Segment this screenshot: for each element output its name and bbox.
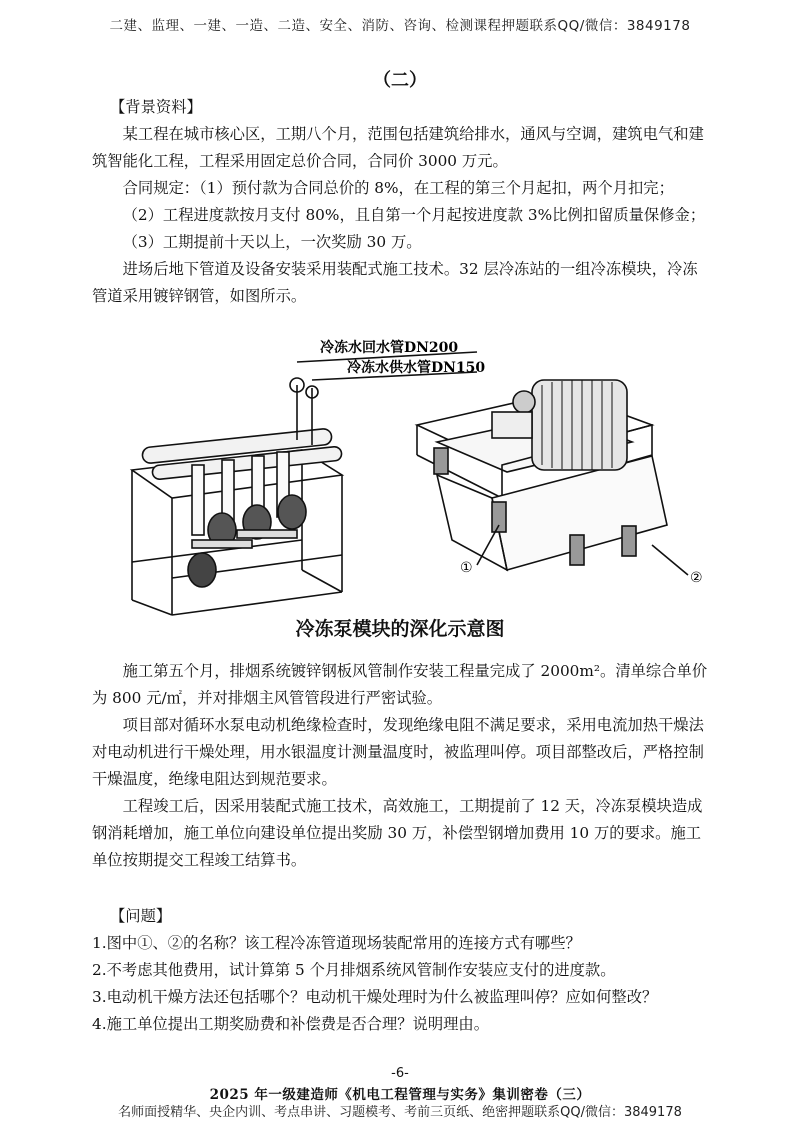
page-number: -6- [391, 1066, 409, 1081]
background-paragraph-4: （3）工期提前十天以上，一次奖励 30 万。 [122, 233, 422, 251]
section-number: （二） [373, 70, 427, 91]
questions-section [92, 903, 712, 1038]
questions-tag: 【问题】 [110, 907, 172, 925]
background-section [92, 94, 712, 310]
figure-caption: 冷冻泵模块的深化示意图 [295, 618, 505, 640]
background-tag: 【背景资料】 [110, 98, 202, 116]
footer-contact: 名师面授精华、央企内训、考点串讲、习题模考、考前三页纸、绝密押题联系QQ/微信：3849178 [118, 1105, 682, 1120]
question-3: 3.电动机干燥方法还包括哪个？电动机干燥处理时为什么被监理叫停？应如何整改？ [92, 988, 658, 1006]
motor-base-drawing [417, 380, 688, 575]
chiller-pump-module-figure [92, 330, 712, 620]
marker-2: ② [690, 570, 703, 586]
marker-1: ① [460, 560, 473, 576]
body-paragraph-1: 施工第五个月，排烟系统镀锌钢板风管制作安装工程量完成了 2000m²。清单综合单价为 800 元/㎡，并对排烟主风管管段进行严密试验。 [92, 662, 708, 707]
body-section [92, 658, 712, 874]
background-paragraph-1: 某工程在城市核心区，工期八个月，范围包括建筑给排水，通风与空调，建筑电气和建筑智能化工程，工程采用固定总价合同，合同价 3000 万元。 [92, 125, 704, 170]
page-header: 二建、监理、一建、一造、二造、安全、消防、咨询、检测课程押题联系QQ/微信：3849178 [109, 18, 691, 34]
pump-module-drawing [132, 352, 477, 615]
background-paragraph-3: （2）工程进度款按月支付 80%，且自第一个月起按进度款 3%比例扣留质量保修金； [122, 206, 706, 224]
body-paragraph-2: 项目部对循环水泵电动机绝缘检查时，发现绝缘电阻不满足要求，采用电流加热干燥法对电动机进行干燥处理，用水银温度计测量温度时，被监理叫停。项目部整改后，严格控制干燥温度，绝缘电阻达到规范要求。 [92, 716, 704, 788]
footer-title: 2025 年一级建造师《机电工程管理与实务》集训密卷（三） [209, 1087, 591, 1103]
supply-pipe-label: 冷冻水供水管DN150 [347, 360, 486, 376]
question-1: 1.图中①、②的名称？该工程冷冻管道现场装配常用的连接方式有哪些？ [92, 934, 581, 952]
question-2: 2.不考虑其他费用，试计算第 5 个月排烟系统风管制作安装应支付的进度款。 [92, 961, 616, 979]
background-paragraph-5: 进场后地下管道及设备安装采用装配式施工技术。32 层冷冻站的一组冷冻模块，冷冻管道采用镀锌钢管，如图所示。 [92, 260, 698, 305]
body-paragraph-3: 工程竣工后，因采用装配式施工技术，高效施工，工期提前了 12 天，冷冻泵模块造成钢消耗增加，施工单位向建设单位提出奖励 30 万，补偿型钢增加费用 10 万的要求。施工单位按期提交工程竣工结算书。 [92, 797, 703, 869]
return-pipe-label: 冷冻水回水管DN200 [320, 340, 459, 356]
background-paragraph-2: 合同规定：（1）预付款为合同总价的 8%，在工程的第三个月起扣，两个月扣完； [122, 179, 674, 197]
question-4: 4.施工单位提出工期奖励费和补偿费是否合理？说明理由。 [92, 1015, 490, 1033]
